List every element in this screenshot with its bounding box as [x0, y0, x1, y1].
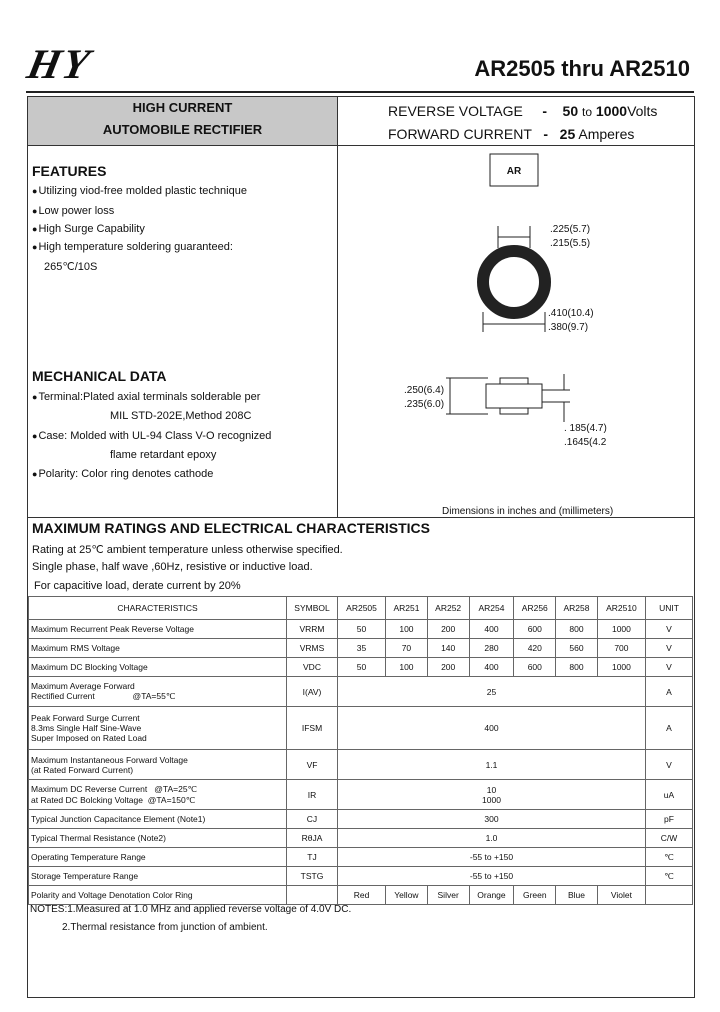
page-title: AR2505 thru AR2510 — [474, 56, 690, 81]
rating-note: Single phase, half wave ,60Hz, resistive or inductive load. — [32, 561, 313, 573]
brand-logo: HY — [23, 42, 96, 88]
row-unit: ℃ — [646, 867, 693, 886]
footnote-1: NOTES:1.Measured at 1.0 MHz and applied reverse voltage of 4.0V DC. — [30, 904, 352, 915]
row-unit: ℃ — [646, 848, 693, 867]
dim-c-min: .235(6.0) — [404, 399, 445, 410]
terminal-spec: ● Terminal:Plated axial terminals solderable per — [32, 391, 260, 403]
row-unit: C/W — [646, 829, 693, 848]
cell-value: -55 to +150 — [338, 867, 646, 886]
reverse-voltage-label: REVERSE VOLTAGE — [388, 103, 523, 119]
row-symbol: VRMS — [287, 639, 338, 658]
cell-value: 50 — [338, 658, 386, 677]
reverse-voltage-line — [388, 100, 657, 123]
footnote-2: 2.Thermal resistance from junction of ambient. — [62, 922, 268, 933]
case-spec: ● Case: Molded with UL-94 Class V-O recognized — [32, 430, 271, 442]
rating-note: Rating at 25℃ ambient temperature unless otherwise specified. — [32, 544, 343, 556]
case-spec-cont: flame retardant epoxy — [110, 449, 217, 461]
forward-current-line — [388, 123, 657, 145]
row-label: Typical Thermal Resistance (Note2) — [29, 829, 287, 848]
color-ring: Orange — [469, 886, 514, 905]
row-label: Storage Temperature Range — [29, 867, 287, 886]
forward-current-value: 25 — [559, 126, 576, 142]
package-lead-top — [500, 378, 528, 384]
row-unit: pF — [646, 810, 693, 829]
row-label-line: 8.3ms Single Half Sine-Wave — [31, 723, 142, 733]
row-unit: V — [646, 658, 693, 677]
row-symbol: RθJA — [287, 829, 338, 848]
table-row — [29, 639, 693, 658]
row-label: Typical Junction Capacitance Element (Note1) — [29, 810, 287, 829]
ratings-title: MAXIMUM RATINGS AND ELECTRICAL CHARACTERISTICS — [32, 520, 430, 536]
cell-value: 1.1 — [338, 750, 646, 780]
row-label: Maximum DC Blocking Voltage — [29, 658, 287, 677]
row-label: Operating Temperature Range — [29, 848, 287, 867]
col-header-characteristics: CHARACTERISTICS — [29, 597, 287, 620]
cell-value: 140 — [427, 639, 469, 658]
row-symbol: CJ — [287, 810, 338, 829]
cell-value: 280 — [469, 639, 514, 658]
reverse-voltage-max: 1000 — [595, 103, 628, 119]
dim-b-min: .380(9.7) — [548, 322, 589, 333]
cell-value: 100 — [386, 620, 428, 639]
row-label — [29, 677, 287, 707]
dim-d-min: .1645(4.2 — [564, 437, 607, 448]
reverse-voltage-dash: - — [542, 103, 547, 119]
table-row — [29, 658, 693, 677]
cell-value-line: 10 — [486, 784, 497, 795]
dimensions-caption: Dimensions in inches and (millimeters) — [442, 506, 614, 517]
cell-value: 800 — [556, 620, 598, 639]
cell-value: 50 — [338, 620, 386, 639]
ratings-table — [28, 596, 693, 905]
row-label — [29, 707, 287, 750]
header-rule — [26, 91, 694, 93]
row-symbol: TSTG — [287, 867, 338, 886]
cell-value: 35 — [338, 639, 386, 658]
dim-b-max: .410(10.4) — [548, 308, 594, 319]
col-header-ar252: AR252 — [427, 597, 469, 620]
row-label-line: (at Rated Forward Current) — [31, 764, 134, 775]
col-header-ar251: AR251 — [386, 597, 428, 620]
feature-item: ● Low power loss — [32, 205, 114, 217]
color-ring: Yellow — [386, 886, 428, 905]
cell-value: 300 — [338, 810, 646, 829]
row-label-line: at Rated DC Bolcking Voltage @TA=150℃ — [31, 794, 196, 805]
dim-a-min: .215(5.5) — [550, 238, 591, 249]
package-side-view — [486, 384, 542, 408]
feature-item: ● High temperature soldering guaranteed: — [32, 241, 233, 253]
cell-value: 800 — [556, 658, 598, 677]
row-label: Maximum Recurrent Peak Reverse Voltage — [29, 620, 287, 639]
row-symbol: IR — [287, 780, 338, 810]
cell-value — [338, 780, 646, 810]
cell-value: 400 — [338, 707, 646, 750]
col-header-unit: UNIT — [646, 597, 693, 620]
row-unit: V — [646, 620, 693, 639]
row-label: Polarity and Voltage Denotation Color Ring — [29, 886, 287, 905]
dim-a-max: .225(5.7) — [550, 224, 591, 235]
row-unit — [646, 886, 693, 905]
package-top-view — [483, 251, 545, 313]
row-unit: A — [646, 677, 693, 707]
feature-item: ● Utilizing viod-free molded plastic technique — [32, 185, 247, 197]
cell-value: 600 — [514, 620, 556, 639]
forward-current-dash: - — [543, 126, 548, 142]
cell-value: 400 — [469, 620, 514, 639]
section-rule — [27, 517, 694, 518]
row-label-line: Maximum Average Forward — [31, 681, 135, 691]
row-symbol: VDC — [287, 658, 338, 677]
row-symbol — [287, 886, 338, 905]
table-row — [29, 780, 693, 810]
product-line-1: HIGH CURRENT — [132, 100, 233, 115]
table-row — [29, 848, 693, 867]
cell-value: 1.0 — [338, 829, 646, 848]
color-ring: Blue — [556, 886, 598, 905]
product-type-box — [28, 97, 338, 146]
color-ring: Green — [514, 886, 556, 905]
col-header-ar256: AR256 — [514, 597, 556, 620]
col-header-ar2505: AR2505 — [338, 597, 386, 620]
terminal-spec-cont: MIL STD-202E,Method 208C — [110, 410, 252, 422]
cell-value: 1000 — [597, 620, 645, 639]
reverse-voltage-min: 50 — [562, 103, 579, 119]
features-title: FEATURES — [32, 163, 107, 179]
col-header-symbol: SYMBOL — [287, 597, 338, 620]
table-row — [29, 829, 693, 848]
table-row — [29, 707, 693, 750]
row-symbol: TJ — [287, 848, 338, 867]
row-unit: V — [646, 639, 693, 658]
color-ring: Red — [338, 886, 386, 905]
row-label-line: Super Imposed on Rated Load — [31, 733, 147, 743]
dim-d-max: . 185(4.7) — [564, 423, 607, 434]
mechanical-title: MECHANICAL DATA — [32, 368, 167, 384]
table-row — [29, 886, 693, 905]
table-row — [29, 677, 693, 707]
col-header-ar2510: AR2510 — [597, 597, 645, 620]
color-ring: Silver — [427, 886, 469, 905]
cell-value: 70 — [386, 639, 428, 658]
cell-value-line: 1000 — [482, 794, 501, 805]
table-header-row — [29, 597, 693, 620]
reverse-voltage-unit: Volts — [627, 103, 658, 119]
solder-detail: 265℃/10S — [44, 261, 98, 273]
forward-current-label: FORWARD CURRENT — [388, 126, 532, 142]
table-row — [29, 750, 693, 780]
rating-note: For capacitive load, derate current by 20% — [34, 580, 241, 592]
reverse-voltage-to: to — [582, 105, 593, 119]
cell-value: 200 — [427, 620, 469, 639]
cell-value: 25 — [338, 677, 646, 707]
cell-value: 700 — [597, 639, 645, 658]
cell-value: 420 — [514, 639, 556, 658]
row-unit: A — [646, 707, 693, 750]
cell-value: 100 — [386, 658, 428, 677]
cell-value: 560 — [556, 639, 598, 658]
row-symbol: VRRM — [287, 620, 338, 639]
row-unit: uA — [646, 780, 693, 810]
row-label-line: Peak Forward Surge Current — [31, 713, 140, 723]
col-header-ar258: AR258 — [556, 597, 598, 620]
package-diagram — [338, 146, 693, 518]
cell-value: 200 — [427, 658, 469, 677]
row-label-line: Maximum DC Reverse Current @TA=25℃ — [31, 783, 198, 794]
dim-c-max: .250(6.4) — [404, 385, 445, 396]
row-symbol: IFSM — [287, 707, 338, 750]
table-row — [29, 620, 693, 639]
package-label: AR — [506, 166, 522, 177]
row-label: Maximum RMS Voltage — [29, 639, 287, 658]
col-header-ar254: AR254 — [469, 597, 514, 620]
electrical-summary — [388, 100, 657, 145]
package-lead-bottom — [500, 408, 528, 414]
product-line-2: AUTOMOBILE RECTIFIER — [102, 122, 263, 137]
cell-value: -55 to +150 — [338, 848, 646, 867]
table-row — [29, 810, 693, 829]
row-label-line: Rectified Current @TA=55℃ — [31, 691, 176, 701]
color-ring: Violet — [597, 886, 645, 905]
polarity-spec: ● Polarity: Color ring denotes cathode — [32, 468, 213, 480]
row-unit: V — [646, 750, 693, 780]
table-row — [29, 867, 693, 886]
row-label — [29, 750, 287, 780]
row-label — [29, 780, 287, 810]
forward-current-unit: Amperes — [578, 126, 635, 142]
feature-item: ● High Surge Capability — [32, 223, 145, 235]
row-symbol: VF — [287, 750, 338, 780]
cell-value: 1000 — [597, 658, 645, 677]
cell-value: 600 — [514, 658, 556, 677]
cell-value: 400 — [469, 658, 514, 677]
row-symbol: I(AV) — [287, 677, 338, 707]
row-label-line: Maximum Instantaneous Forward Voltage — [31, 754, 188, 765]
